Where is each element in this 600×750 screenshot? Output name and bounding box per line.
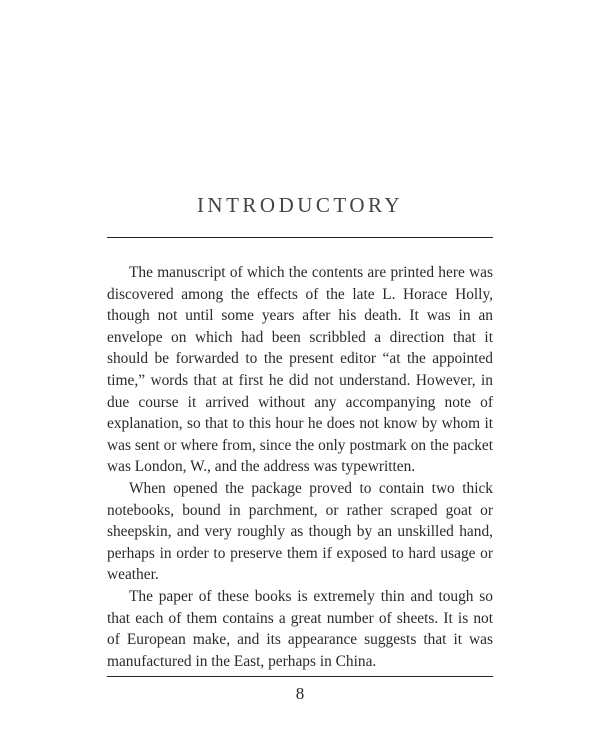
chapter-title: INTRODUCTORY (196, 193, 404, 217)
title-divider (107, 237, 493, 238)
page-number: 8 (295, 684, 305, 703)
paragraph: When opened the package proved to contain two thick notebooks, bound in parchment, or rather scraped goat or sheepskin, and very roughly as though by an unskilled hand, perhaps in order to preserve them if exposed to hard usage or weather. (107, 479, 493, 584)
paragraph: The manuscript of which the contents are printed here was discovered among the effects of the late L. Horace Holly, though not until some years after his death. It was in an envelope on which had been scribbled a direction that it should be forwarded to the present editor “at the appointed time,” words that at first he did not understand. However, in due course it arrived without any accompanying note of explanation, so that to this hour he does not know by whom it was sent or where from, since the only postmark on the packet was London, W., and the address was typewritten. (107, 264, 493, 476)
footer-divider (107, 676, 493, 677)
body-text (107, 262, 493, 672)
paragraph: The paper of these books is extremely thin and tough so that each of them contains a great number of sheets. It is not of European make, and its appearance suggests that it was manufactured in the East, perhaps in China. (107, 587, 493, 670)
